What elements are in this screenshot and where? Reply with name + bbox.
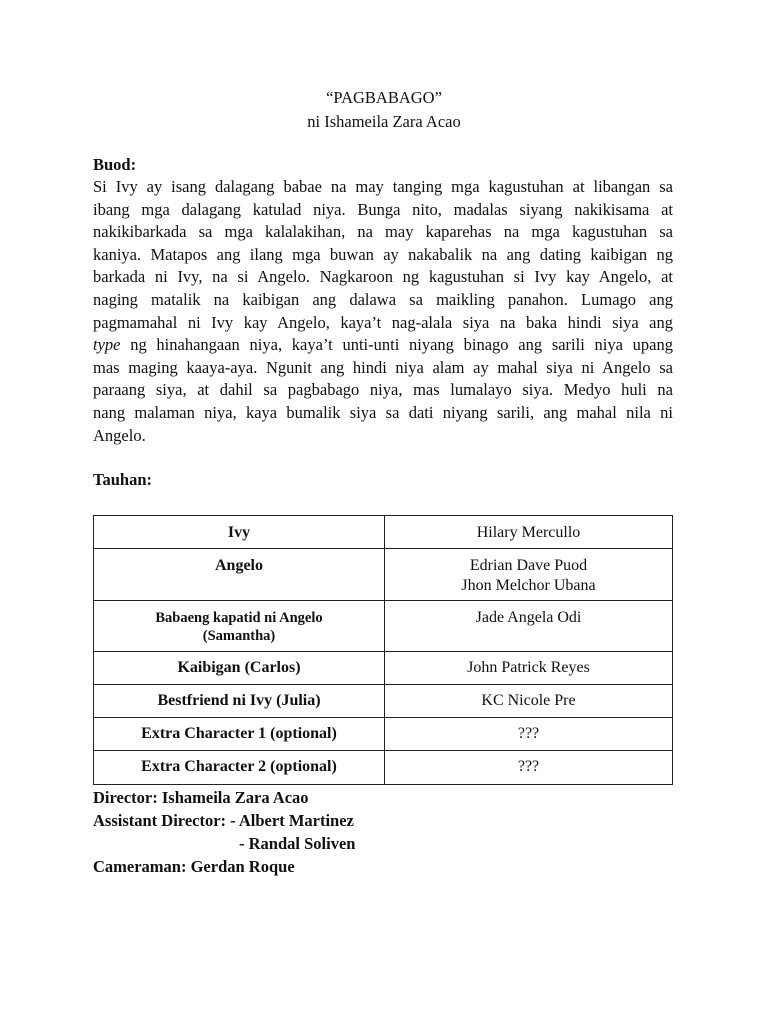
assistant-director-credit: Assistant Director: - Albert Martinez <box>93 811 354 830</box>
assistant-director-credit-2: - Randal Soliven <box>239 834 356 853</box>
cast-table <box>93 515 673 785</box>
role-cell: Ivy <box>94 516 385 549</box>
summary-line: barkada ni Ivy, na si Angelo. Nagkaroon ng kagustuhan si Ivy kay Angelo, at <box>93 267 673 287</box>
summary-line: naging matalik na kaibigan ang dalawa sa maikling panahon. Lumago ang <box>93 289 673 309</box>
role-line: Babaeng kapatid ni Angelo <box>155 610 323 626</box>
role-cell: Extra Character 2 (optional) <box>94 751 385 785</box>
actor-cell: Hilary Mercullo <box>385 516 673 549</box>
document-title: “PAGBABAGO” <box>326 88 442 107</box>
cast-heading: Tauhan: <box>93 470 153 489</box>
actor-cell: Jade Angela Odi <box>385 601 673 652</box>
actor-cell: KC Nicole Pre <box>385 685 673 718</box>
table-row <box>94 601 673 652</box>
summary-line-with-italic <box>93 334 673 357</box>
actor-name: Jhon Melchor Ubana <box>461 577 596 594</box>
director-credit: Director: Ishameila Zara Acao <box>93 788 309 807</box>
table-row <box>94 516 673 549</box>
summary-line: paraang siya, at dahil sa pagbabago niya, mas lumalayo siya. Medyo huli na <box>93 380 673 400</box>
actor-cell <box>385 549 673 601</box>
role-cell <box>94 601 385 652</box>
table-row <box>94 718 673 751</box>
actor-cell: John Patrick Reyes <box>385 652 673 685</box>
summary-heading: Buod: <box>93 155 137 174</box>
credits-block <box>93 786 355 878</box>
actor-cell: ??? <box>385 718 673 751</box>
role-line: (Samantha) <box>202 628 276 644</box>
summary-line: Angelo. <box>93 425 146 445</box>
table-row <box>94 685 673 718</box>
role-cell: Bestfriend ni Ivy (Julia) <box>94 685 385 718</box>
role-cell: Extra Character 1 (optional) <box>94 718 385 751</box>
summary-line: kaniya. Matapos ang ilang mga buwan ay nakabalik na ang dating kaibigan ng <box>93 244 673 264</box>
table-row <box>94 652 673 685</box>
summary-line: ibang mga dalagang katulad niya. Bunga nito, madalas siyang nakikisama at <box>93 199 673 219</box>
role-cell: Angelo <box>94 549 385 601</box>
summary-line-rest: ng hinahangaan niya, kaya’t unti-unti niyang binago ang sarili niya upang <box>120 335 673 355</box>
actor-cell: ??? <box>385 751 673 785</box>
role-cell: Kaibigan (Carlos) <box>94 652 385 685</box>
summary-line: nang malaman niya, kaya bumalik siya sa dati niyang sarili, ang mahal nila ni <box>93 402 673 422</box>
italic-word: type <box>93 335 121 355</box>
title-block <box>0 86 768 134</box>
actor-name: Edrian Dave Puod <box>469 557 588 574</box>
table-row <box>94 751 673 785</box>
summary-line: pagmamahal ni Ivy kay Angelo, kaya’t nag-alala siya na baka hindi siya ang <box>93 312 673 332</box>
summary-paragraph <box>93 176 673 447</box>
cameraman-credit: Cameraman: Gerdan Roque <box>93 857 295 876</box>
summary-line: nakikibarkada sa mga kalalakihan, na may kaparehas na mga kagustuhan sa <box>93 222 673 242</box>
summary-line: mas maging kaaya-aya. Ngunit ang hindi niya alam ay mahal siya ni Angelo sa <box>93 357 673 377</box>
table-row <box>94 549 673 601</box>
summary-line: Si Ivy ay isang dalagang babae na may tanging mga kagustuhan at libangan sa <box>93 177 673 196</box>
document-author: ni Ishameila Zara Acao <box>307 112 461 131</box>
